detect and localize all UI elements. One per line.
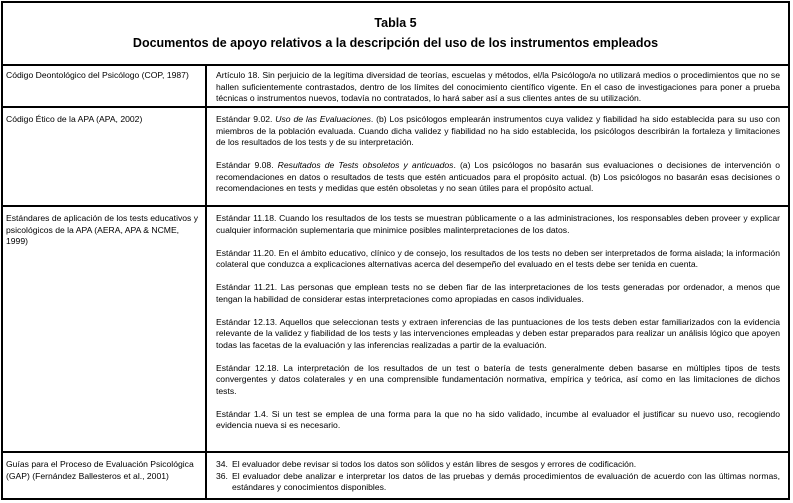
guideline-number: 34.	[216, 459, 228, 469]
source-cell: Código Deontológico del Psicólogo (COP, 1987)	[3, 64, 207, 106]
table-header	[3, 3, 788, 66]
standard-paragraph: Estándar 11.21. Las personas que emplean tests no se deben fiar de las interpretaciones de los tests generadas por ordenador, a menos que tengan la habilidad de considerar estas interpretaciones como apropiadas en casos individuales.	[216, 282, 780, 304]
standard-paragraph: Estándar 1.4. Si un test se emplea de una forma para la que no ha sido validado, incumbe al evaluador el justificar su nuevo uso, recogiendo evidencia nueva si es necesario.	[216, 408, 780, 430]
standard-paragraph: Estándar 12.18. La interpretación de los resultados de un test o batería de tests generalmente deben basarse en múltiples tipos de tests convergentes y datos colaterales y en una comprensible fundamentación normativa, empírica y teórica, así como en las limitaciones de dichos tests.	[216, 362, 780, 396]
content-cell	[207, 64, 788, 106]
standard-number: Estándar 9.08.	[216, 160, 278, 170]
article-text: Artículo 18. Sin perjuicio de la legítima diversidad de teorías, escuelas y métodos, el/la Psicólogo/a no utilizará medios o procedimientos que no se hallen suficientemente contrastados, dentro de los límites del conocimiento científico vigente. En el caso de investigaciones para poner a prueba técnicas o instrumentos nuevos, todavía no contratados, lo hará saber así a sus clientes antes de su utilización.	[216, 70, 780, 103]
source-cell: Guías para el Proceso de Evaluación Psicológica (GAP) (Fernández Ballesteros et al., 2001)	[3, 453, 207, 498]
standard-paragraph: Estándar 11.20. En el ámbito educativo, clínico y de consejo, los resultados de los tests no deben ser interpretados de forma aislada; la información colateral que conduzca a explicaciones alternativas acerca del desempeño del evaluado en el tests debe ser tenida en cuenta.	[216, 247, 780, 269]
standard-paragraph: Estándar 11.18. Cuando los resultados de los tests se muestran públicamente o a las administraciones, los responsables deben proveer y explicar cualquier información suplementaria que minimice posibles malinterpretaciones de los datos.	[216, 213, 780, 235]
standard-text: . (b) Los psicólogos emplearán instrumentos cuya validez y fiabilidad ha sido establecida para su uso con miembros de la población evaluada. Cuando dicha validez y fiabilidad no ha sido establecida, los psicólogos describirán la fortaleza y limitaciones de los resultados de los tests y de su interpretación.	[216, 114, 780, 147]
content-cell	[207, 207, 788, 451]
guideline-item	[216, 471, 780, 494]
table-5	[1, 1, 790, 500]
table-row	[3, 453, 788, 498]
table-row	[3, 64, 788, 108]
standard-paragraph	[216, 114, 780, 149]
table-row	[3, 108, 788, 207]
table-title: Tabla 5	[374, 16, 417, 30]
guideline-item	[216, 459, 780, 471]
guideline-number: 36.	[216, 470, 228, 481]
standard-number: Estándar 9.02.	[216, 114, 276, 124]
guideline-text: El evaluador debe analizar e interpretar los datos de las pruebas y demás procedimientos de evaluación de acuerdo con las últimas normas, estándares y conocimientos disponibles.	[232, 470, 780, 492]
source-cell: Estándares de aplicación de los tests educativos y psicológicos de la APA (AERA, APA & NCME, 1999)	[3, 207, 207, 451]
standard-paragraph	[216, 160, 780, 195]
table-row	[3, 207, 788, 453]
standard-paragraph: Estándar 12.13. Aquellos que seleccionan tests y extraen inferencias de las puntuaciones de los tests deben estar familiarizados con la evidencia relevante de la validez y fiabilidad de los tests y las intervenciones empleadas y deben estar preparados para realizar un análisis lógico que apoyen todas las facetas de la evaluación y las inferencias realizadas a partir de la evaluación.	[216, 316, 780, 350]
standard-title: Uso de las Evaluaciones	[275, 114, 371, 124]
content-cell	[207, 453, 788, 498]
source-cell: Código Ético de la APA (APA, 2002)	[3, 108, 207, 205]
guideline-text: El evaluador debe revisar si todos los datos son sólidos y están libres de sesgos y errores de codificación.	[232, 459, 637, 469]
standard-text: . (a) Los psicólogos no basarán sus evaluaciones o decisiones de intervención o recomendaciones en datos o resultados de tests que estén anticuados para el propósito actual. (b) Los psicólogos no basarán esas decisiones o recomendaciones en tests y medidas que estén obsoletas y no sean útiles para el propósito actual.	[216, 160, 780, 193]
standard-title: Resultados de Tests obsoletos y anticuados	[277, 160, 454, 170]
table-subtitle: Documentos de apoyo relativos a la descripción del uso de los instrumentos empleados	[132, 36, 659, 50]
content-cell	[207, 108, 788, 205]
